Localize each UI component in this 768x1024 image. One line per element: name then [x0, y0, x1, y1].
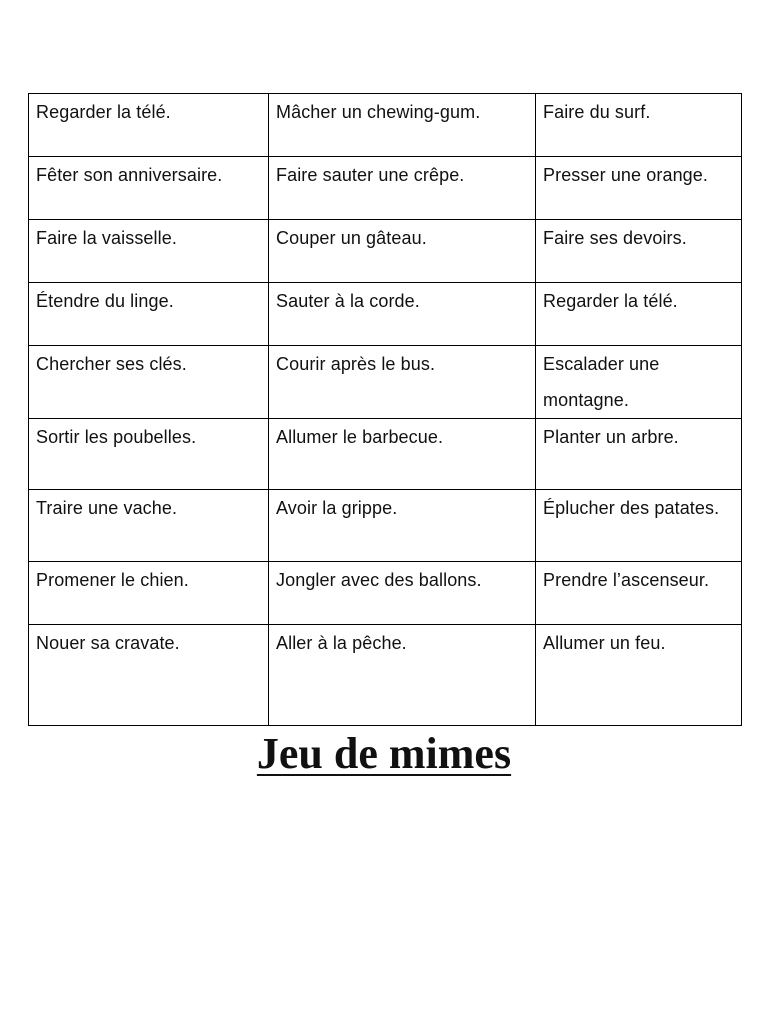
table-row: [29, 283, 742, 346]
table-cell: Faire ses devoirs.: [536, 220, 742, 283]
table-cell: Avoir la grippe.: [269, 490, 536, 562]
table-cell: Regarder la télé.: [536, 283, 742, 346]
table-row: [29, 490, 742, 562]
table-cell: Promener le chien.: [29, 562, 269, 625]
table-cell: Allumer un feu.: [536, 625, 742, 726]
table-row: [29, 157, 742, 220]
table-cell: Chercher ses clés.: [29, 346, 269, 419]
table-row: [29, 625, 742, 726]
table-cell: Sauter à la corde.: [269, 283, 536, 346]
table-cell: Jongler avec des ballons.: [269, 562, 536, 625]
table-row: [29, 562, 742, 625]
mime-cards-table: [28, 93, 742, 726]
table-cell: Faire la vaisselle.: [29, 220, 269, 283]
table-cell: Allumer le barbecue.: [269, 419, 536, 490]
table-cell: Prendre l’ascenseur.: [536, 562, 742, 625]
table-cell: Mâcher un chewing-gum.: [269, 94, 536, 157]
table-cell: Éplucher des patates.: [536, 490, 742, 562]
table-cell: Presser une orange.: [536, 157, 742, 220]
table-cell: Faire du surf.: [536, 94, 742, 157]
table-cell: Regarder la télé.: [29, 94, 269, 157]
table-cell: Planter un arbre.: [536, 419, 742, 490]
table-cell: Fêter son anniversaire.: [29, 157, 269, 220]
table-cell: Faire sauter une crêpe.: [269, 157, 536, 220]
table-row: [29, 346, 742, 419]
table-cell: Couper un gâteau.: [269, 220, 536, 283]
page-title: Jeu de mimes: [256, 729, 512, 778]
table-row: [29, 419, 742, 490]
table-row: [29, 220, 742, 283]
table-cell: Traire une vache.: [29, 490, 269, 562]
table-cell: Sortir les poubelles.: [29, 419, 269, 490]
table-cell: Nouer sa cravate.: [29, 625, 269, 726]
table-cell: Courir après le bus.: [269, 346, 536, 419]
table-row: [29, 94, 742, 157]
table-cell: Étendre du linge.: [29, 283, 269, 346]
table-cell: Escalader une montagne.: [536, 346, 742, 419]
table-cell: Aller à la pêche.: [269, 625, 536, 726]
